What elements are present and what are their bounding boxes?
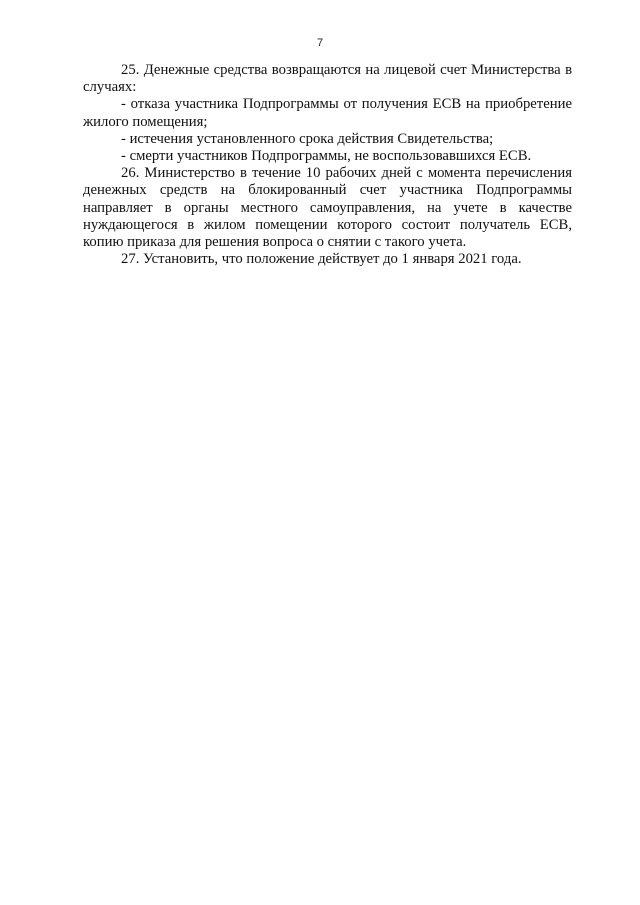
paragraph-27: 27. Установить, что положение действует до 1 января 2021 года. <box>121 251 522 268</box>
paragraph-refusal-case: - отказа участника Подпрограммы от получения ЕСВ на приобретение жилого помещения; <box>83 96 572 130</box>
paragraph-26: 26. Министерство в течение 10 рабочих дней с момента перечисления денежных средств на блокированный счет участника Подпрограммы направляет в органы местного самоуправления, на учете в качестве нуждающегося в жилом помещении которого состоит получатель ЕСВ, копию приказа для решения вопроса о снятии с такого учета. <box>83 165 572 251</box>
document-body <box>83 62 572 268</box>
page-number: 7 <box>316 37 324 49</box>
paragraph-expiry-case: - истечения установленного срока действия Свидетельства; <box>121 130 494 147</box>
paragraph-25: 25. Денежные средства возвращаются на лицевой счет Министерства в случаях: <box>83 62 572 96</box>
paragraph-death-case: - смерти участников Подпрограммы, не воспользовавшихся ЕСВ. <box>121 148 532 165</box>
